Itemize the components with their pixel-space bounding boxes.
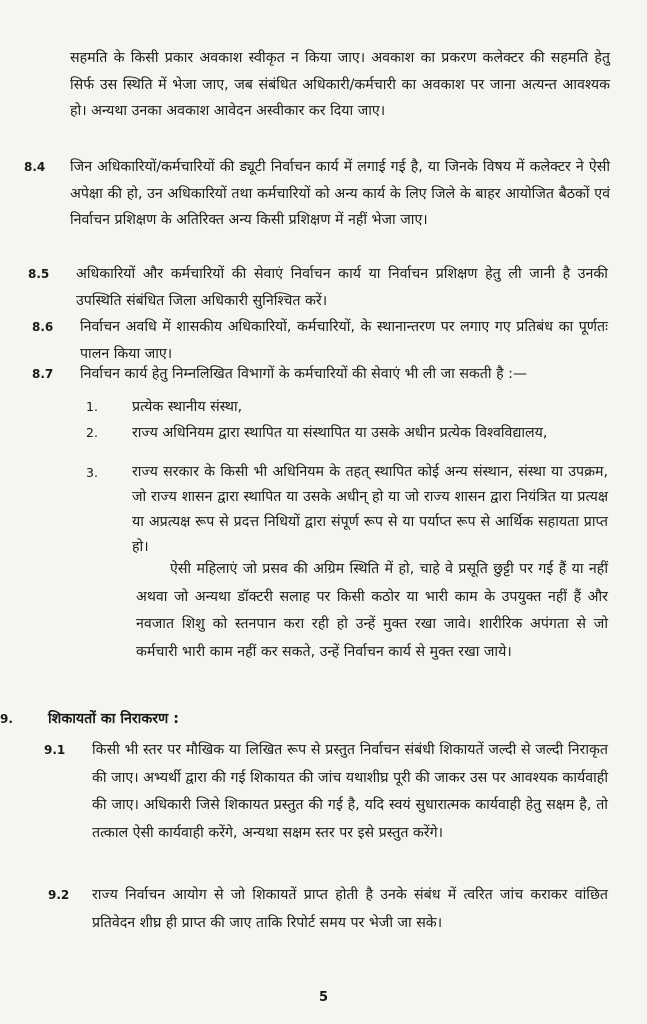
section-8-7-number: 8.7 [32, 367, 54, 381]
exemption-note [136, 556, 608, 666]
section-9-2 [92, 882, 608, 937]
section-8-5-number: 8.5 [28, 267, 50, 281]
section-9-heading: शिकायतों का निराकरण : [48, 711, 179, 727]
list-item-2-number: 2. [86, 425, 98, 440]
section-8-4-text: जिन अधिकारियों/कर्मचारियों की ड्यूटी निर्वाचन कार्य में लगाई गई है, या जिनके विषय में कलेक्टर ने ऐसी अपेक्षा की हो, उन अधिकारियों तथा कर्मचारियों को अन्य कार्य के लिए जिले के बाहर आयोजित बैठकों एवं निर्वाचन प्रशिक्षण के अतिरिक्त अन्य किसी प्रशिक्षण में नहीं भेजा जाए। [70, 159, 610, 228]
section-8-4-number: 8.4 [24, 160, 46, 174]
page-number: 5 [318, 990, 329, 1005]
exemption-note-text: ऐसी महिलाएं जो प्रसव की अग्रिम स्थिति में हो, चाहे वे प्रसूति छुट्टी पर गई हैं या नहीं अथवा जो अन्यथा डॉक्टरी सलाह पर किसी कठोर या भारी काम के उपयुक्त नहीं हैं और नवजात शिशु को स्तनपान करा रही हो उन्हें मुक्त रखा जावे। शारीरिक अपंगता से जो कर्मचारी भारी काम नहीं कर सकते, उन्हें निर्वाचन कार्य से मुक्त रखा जाये। [136, 561, 608, 660]
list-item-1-text: प्रत्येक स्थानीय संस्था, [132, 399, 243, 415]
list-item-2 [132, 420, 608, 447]
list-item-3-text: राज्य सरकार के किसी भी अधिनियम के तहत् स्थापित कोई अन्य संस्थान, संस्था या उपक्रम, जो राज्य शासन द्वारा स्थापित या उसके अधीन् हो या जो राज्य शासन द्वारा नियंत्रित या प्रत्यक्ष या अप्रत्यक्ष रूप से प्रदत्त निधियों द्वारा संपूर्ण रूप से या पर्याप्त रूप से आर्थिक सहायता प्राप्त हो। [132, 464, 608, 555]
section-8-7 [80, 361, 608, 388]
section-8-4 [70, 154, 610, 234]
section-8-6 [80, 314, 608, 367]
list-item-2-text: राज्य अधिनियम द्वारा स्थापित या संस्थापित या उसके अधीन प्रत्येक विश्वविद्यालय, [132, 425, 548, 441]
section-9-2-text: राज्य निर्वाचन आयोग से जो शिकायतें प्राप्त होती है उनके संबंध में त्वरित जांच कराकर वांछित प्रतिवेदन शीघ्र ही प्राप्त की जाए ताकि रिपोर्ट समय पर भेजी जा सके। [92, 887, 608, 931]
intro-paragraph [70, 45, 610, 125]
section-8-7-text: निर्वाचन कार्य हेतु निम्नलिखित विभागों के कर्मचारियों की सेवाएं भी ली जा सकती है :— [80, 366, 528, 382]
section-8-6-number: 8.6 [32, 320, 54, 334]
section-9-number: 9. [0, 712, 13, 726]
section-9-2-number: 9.2 [48, 888, 70, 902]
section-9-1-number: 9.1 [44, 743, 66, 757]
section-8-6-text: निर्वाचन अवधि में शासकीय अधिकारियों, कर्मचारियों, के स्थानान्तरण पर लगाए गए प्रतिबंध का पूर्णतः पालन किया जाए। [80, 319, 608, 362]
section-9-1 [92, 737, 608, 847]
list-item-3 [132, 460, 608, 560]
intro-text: सहमति के किसी प्रकार अवकाश स्वीकृत न किया जाए। अवकाश का प्रकरण कलेक्टर की सहमति हेतु सिर्फ उस स्थिति में भेजा जाए, जब संबंधित अधिकारी/कर्मचारी का अवकाश पर जाना अत्यन्त आवश्यक हो। अन्यथा उनका अवकाश आवेदन अस्वीकार कर दिया जाए। [70, 50, 610, 119]
list-item-1-number: 1. [86, 399, 98, 414]
list-item-3-number: 3. [86, 465, 98, 480]
section-9-1-text: किसी भी स्तर पर मौखिक या लिखित रूप से प्रस्तुत निर्वाचन संबंधी शिकायतें जल्दी से जल्दी निराकृत की जाए। अभ्यर्थी द्वारा की गई शिकायत की जांच यथाशीघ्र पूरी की जाकर उस पर आवश्यक कार्यवाही की जाए। अधिकारी जिसे शिकायत प्रस्तुत की गई है, यदि स्वयं सुधारात्मक कार्यवाही हेतु सक्षम है, तो तत्काल ऐसी कार्यवाही करेंगे, अन्यथा सक्षम स्तर पर इसे प्रस्तुत करेंगे। [92, 742, 608, 841]
section-8-5 [76, 261, 608, 314]
section-8-5-text: अधिकारियों और कर्मचारियों की सेवाएं निर्वाचन कार्य या निर्वाचन प्रशिक्षण हेतु ली जानी है उनकी उपस्थिति संबंधित जिला अधिकारी सुनिश्चित करें। [76, 266, 608, 309]
list-item-1 [132, 394, 608, 421]
